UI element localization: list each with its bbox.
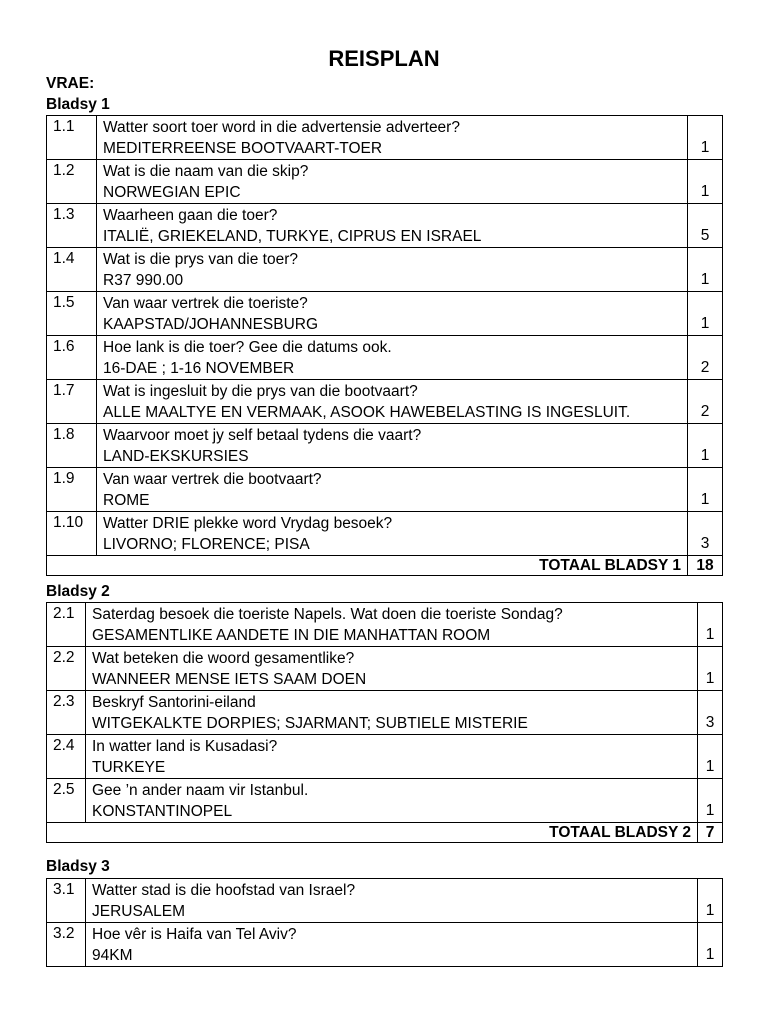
question-mark: 1 <box>698 735 723 779</box>
answer-text: KONSTANTINOPEL <box>92 803 233 820</box>
question-cell <box>86 647 698 691</box>
page3-table <box>46 878 723 967</box>
answer-text: R37 990.00 <box>103 272 184 289</box>
question-mark: 1 <box>688 248 723 292</box>
document-title: REISPLAN <box>328 46 440 71</box>
question-cell <box>86 779 698 823</box>
question-number: 2.5 <box>47 779 86 823</box>
question-number: 1.7 <box>47 380 97 424</box>
page3-table-body <box>47 879 723 967</box>
question-row <box>47 204 723 248</box>
questions-label: VRAE: <box>46 75 95 92</box>
answer-text: KAAPSTAD/JOHANNESBURG <box>103 316 319 333</box>
question-mark: 1 <box>698 879 723 923</box>
question-row <box>47 160 723 204</box>
total-label: TOTAAL BLADSY 2 <box>47 823 698 843</box>
question-cell <box>86 879 698 923</box>
question-text: Van waar vertrek die toeriste? <box>103 295 308 312</box>
question-mark: 1 <box>698 923 723 967</box>
question-row <box>47 512 723 556</box>
total-label: TOTAAL BLADSY 1 <box>47 556 688 576</box>
question-cell <box>86 603 698 647</box>
question-text: Wat is die naam van die skip? <box>103 163 309 180</box>
question-text: Watter soort toer word in die advertensie adverteer? <box>103 119 460 136</box>
question-number: 1.3 <box>47 204 97 248</box>
question-number: 1.6 <box>47 336 97 380</box>
question-row <box>47 424 723 468</box>
question-text: In watter land is Kusadasi? <box>92 738 278 755</box>
question-row <box>47 468 723 512</box>
question-mark: 2 <box>688 336 723 380</box>
question-row <box>47 923 723 967</box>
question-row <box>47 248 723 292</box>
answer-text: WANNEER MENSE IETS SAAM DOEN <box>92 671 367 688</box>
question-text: Gee ’n ander naam vir Istanbul. <box>92 782 309 799</box>
answer-text: GESAMENTLIKE AANDETE IN DIE MANHATTAN ROOM <box>92 627 491 644</box>
answer-text: JERUSALEM <box>92 903 186 920</box>
question-row <box>47 603 723 647</box>
question-row <box>47 116 723 160</box>
question-row <box>47 691 723 735</box>
question-number: 1.1 <box>47 116 97 160</box>
page1-table-body <box>47 116 723 576</box>
question-text: Beskryf Santorini-eiland <box>92 694 256 711</box>
question-number: 1.8 <box>47 424 97 468</box>
question-cell <box>97 336 688 380</box>
question-mark: 1 <box>688 160 723 204</box>
page1-table <box>46 115 723 576</box>
answer-text: 94KM <box>92 947 133 964</box>
question-row <box>47 336 723 380</box>
total-row <box>47 556 723 576</box>
answer-text: ITALIË, GRIEKELAND, TURKYE, CIPRUS EN ISRAEL <box>103 228 482 245</box>
question-mark: 2 <box>688 380 723 424</box>
question-text: Wat beteken die woord gesamentlike? <box>92 650 355 667</box>
question-row <box>47 879 723 923</box>
question-mark: 1 <box>698 647 723 691</box>
question-cell <box>97 512 688 556</box>
question-cell <box>97 116 688 160</box>
question-row <box>47 292 723 336</box>
question-number: 1.10 <box>47 512 97 556</box>
answer-text: NORWEGIAN EPIC <box>103 184 241 201</box>
question-cell <box>86 923 698 967</box>
total-row <box>47 823 723 843</box>
question-cell <box>97 204 688 248</box>
question-cell <box>86 691 698 735</box>
question-cell <box>97 248 688 292</box>
question-mark: 1 <box>688 424 723 468</box>
question-number: 1.2 <box>47 160 97 204</box>
question-cell <box>86 735 698 779</box>
question-row <box>47 779 723 823</box>
answer-text: MEDITERREENSE BOOTVAART-TOER <box>103 140 383 157</box>
question-mark: 5 <box>688 204 723 248</box>
page3-label: Bladsy 3 <box>46 858 110 875</box>
page2-label: Bladsy 2 <box>46 583 110 600</box>
question-mark: 3 <box>698 691 723 735</box>
page2-table <box>46 602 723 843</box>
question-row <box>47 380 723 424</box>
question-number: 1.4 <box>47 248 97 292</box>
total-value: 7 <box>698 823 723 843</box>
answer-text: LIVORNO; FLORENCE; PISA <box>103 536 310 553</box>
answer-text: 16-DAE ; 1-16 NOVEMBER <box>103 360 295 377</box>
question-mark: 1 <box>698 603 723 647</box>
question-cell <box>97 160 688 204</box>
answer-text: ALLE MAALTYE EN VERMAAK, ASOOK HAWEBELASTING IS INGESLUIT. <box>103 404 631 421</box>
question-number: 2.4 <box>47 735 86 779</box>
question-cell <box>97 292 688 336</box>
answer-text: LAND-EKSKURSIES <box>103 448 249 465</box>
answer-text: WITGEKALKTE DORPIES; SJARMANT; SUBTIELE MISTERIE <box>92 715 528 732</box>
question-text: Waarvoor moet jy self betaal tydens die vaart? <box>103 427 422 444</box>
answer-text: ROME <box>103 492 150 509</box>
question-number: 2.3 <box>47 691 86 735</box>
question-mark: 3 <box>688 512 723 556</box>
question-text: Wat is die prys van die toer? <box>103 251 298 268</box>
question-cell <box>97 468 688 512</box>
question-mark: 1 <box>688 116 723 160</box>
question-number: 1.5 <box>47 292 97 336</box>
question-text: Watter DRIE plekke word Vrydag besoek? <box>103 515 393 532</box>
question-number: 1.9 <box>47 468 97 512</box>
question-text: Saterdag besoek die toeriste Napels. Wat doen die toeriste Sondag? <box>92 606 563 623</box>
question-text: Hoe lank is die toer? Gee die datums ook. <box>103 339 392 356</box>
question-number: 2.2 <box>47 647 86 691</box>
question-text: Wat is ingesluit by die prys van die bootvaart? <box>103 383 418 400</box>
question-text: Watter stad is die hoofstad van Israel? <box>92 882 356 899</box>
question-text: Van waar vertrek die bootvaart? <box>103 471 322 488</box>
page2-table-body <box>47 603 723 843</box>
question-row <box>47 735 723 779</box>
question-cell <box>97 424 688 468</box>
question-mark: 1 <box>688 468 723 512</box>
total-value: 18 <box>688 556 723 576</box>
question-cell <box>97 380 688 424</box>
question-number: 3.1 <box>47 879 86 923</box>
question-mark: 1 <box>698 779 723 823</box>
question-mark: 1 <box>688 292 723 336</box>
question-text: Hoe vêr is Haifa van Tel Aviv? <box>92 926 297 943</box>
question-text: Waarheen gaan die toer? <box>103 207 278 224</box>
question-number: 3.2 <box>47 923 86 967</box>
question-row <box>47 647 723 691</box>
question-number: 2.1 <box>47 603 86 647</box>
page1-label: Bladsy 1 <box>46 96 110 113</box>
answer-text: TURKEYE <box>92 759 166 776</box>
